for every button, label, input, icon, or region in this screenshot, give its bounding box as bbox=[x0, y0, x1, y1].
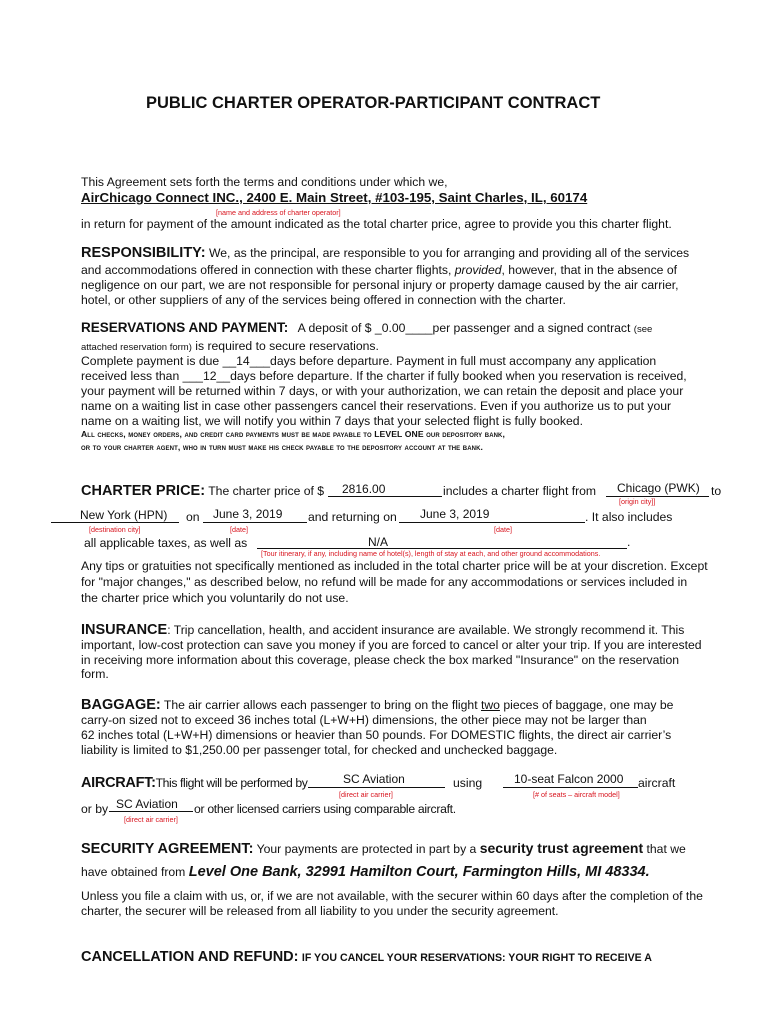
destination-city: New York (HPN) bbox=[80, 508, 168, 522]
reservations-line: name on a waiting list, we will notify you within 7 days that your selected flight is fully booked. bbox=[81, 414, 583, 428]
operator-caption: [name and address of charter operator] bbox=[216, 208, 341, 217]
insurance-line: in receiving more information about this coverage, please check the box marked "Insurance" on the reservation bbox=[81, 653, 680, 667]
insurance-heading: INSURANCE bbox=[81, 622, 168, 638]
date-caption: [date] bbox=[494, 525, 512, 534]
baggage-line: 62 inches total (L+W+H) dimensions or heavier than 50 pounds. For DOMESTIC flights, the direct air carrier’s bbox=[81, 728, 672, 742]
baggage-heading: BAGGAGE: bbox=[81, 697, 161, 713]
alternate-carrier-caption: [direct air carrier] bbox=[124, 815, 178, 824]
payment-notice-line: or to your charter agent, who in turn must make his check payable to the depository account at the bank. bbox=[81, 442, 483, 452]
responsibility-line: RESPONSIBILITY: We, as the principal, are responsible to you for arranging and providing all of the services bbox=[81, 245, 690, 261]
reservations-heading: RESERVATIONS AND PAYMENT: bbox=[81, 320, 289, 335]
model-caption: [# of seats – aircraft model] bbox=[533, 790, 620, 799]
charter-price-value: 2816.00 bbox=[342, 482, 386, 496]
reservations-line: received less than ___12__days before departure. If the charter if fully booked when you reservation is received, bbox=[81, 369, 687, 383]
responsibility-line: hotel, or other suppliers of any of the services being offered in connection with the charter. bbox=[81, 293, 566, 307]
security-line: charter, the securer will be released from all liability to you under the security agreement. bbox=[81, 904, 559, 918]
reservations-line: Complete payment is due __14___days before departure. Payment in full must accompany any application bbox=[81, 354, 657, 368]
charter-price-line: CHARTER PRICE: The charter price of $ bbox=[81, 483, 325, 499]
cancellation-line: CANCELLATION AND REFUND: IF YOU CANCEL YOUR RESERVATIONS: YOUR RIGHT TO RECEIVE A bbox=[81, 949, 652, 965]
charter-price-paragraph: the charter price which you voluntarily do not use. bbox=[81, 591, 349, 605]
baggage-pieces: two bbox=[480, 698, 500, 712]
due-days: 14 bbox=[236, 354, 250, 368]
reservations-line: attached reservation form) is required to secure reservations. bbox=[81, 339, 379, 353]
responsibility-heading: RESPONSIBILITY: bbox=[81, 245, 206, 261]
intro-line: This Agreement sets forth the terms and conditions under which we, bbox=[81, 175, 448, 189]
alternate-carrier: SC Aviation bbox=[116, 797, 178, 811]
deposit-value: 0.00 bbox=[381, 321, 406, 335]
page-title: PUBLIC CHARTER OPERATOR-PARTICIPANT CONTRACT bbox=[146, 94, 601, 112]
responsibility-line: and accommodations offered in connection with these charter flights, provided, however, that in the absence of bbox=[81, 263, 677, 277]
tour-caption: [Tour itinerary, if any, including name of hotel(s), length of stay at each, and other ground accommodations. bbox=[261, 549, 601, 558]
tour-extras: N/A bbox=[368, 535, 389, 549]
aircraft-model: 10-seat Falcon 2000 bbox=[514, 772, 624, 786]
intro-line: in return for payment of the amount indicated as the total charter price, agree to provide you this charter flight. bbox=[81, 217, 672, 231]
reservations-line: your payment will be returned within 7 days, or with your authorization, we can retain the deposit and place your bbox=[81, 384, 684, 398]
less-days: 12 bbox=[202, 369, 217, 383]
security-trust-agreement: security trust agreement bbox=[479, 840, 644, 856]
security-heading: SECURITY AGREEMENT: bbox=[81, 841, 254, 857]
direct-air-carrier: SC Aviation bbox=[343, 772, 405, 786]
payment-notice-line: All checks, money orders, and credit card payments must be made payable to LEVEL ONE our depository bank, bbox=[81, 429, 505, 439]
cancellation-heading: CANCELLATION AND REFUND: bbox=[81, 949, 299, 965]
baggage-line: carry-on sized not to exceed 36 inches total (L+W+H) dimensions, the other piece may not be larger than bbox=[81, 713, 647, 727]
baggage-line: liability is limited to $1,250.00 per passenger total, for checked and unchecked baggage. bbox=[81, 743, 558, 757]
origin-caption: [origin city]] bbox=[619, 497, 656, 506]
date-caption: [date] bbox=[230, 525, 248, 534]
insurance-line: INSURANCE: Trip cancellation, health, and accident insurance are available. We strongly recommend it. This bbox=[81, 622, 685, 638]
aircraft-heading: AIRCRAFT: bbox=[81, 775, 156, 791]
depository-bank: Level One Bank, 32991 Hamilton Court, Farmington Hills, MI 48334. bbox=[188, 864, 650, 880]
origin-city: Chicago (PWK) bbox=[617, 481, 700, 495]
reservations-line: name on a waiting list in case other passengers cancel their reservations. Even if you authorize us to put your bbox=[81, 399, 672, 413]
charter-price-heading: CHARTER PRICE: bbox=[81, 483, 206, 499]
operator-name-address: AirChicago Connect INC., 2400 E. Main Street, #103-195, Saint Charles, IL, 60174 bbox=[81, 190, 588, 205]
reservations-line: RESERVATIONS AND PAYMENT: A deposit of $ _0.00____per passenger and a signed contract (see bbox=[81, 320, 653, 335]
departure-date: June 3, 2019 bbox=[213, 507, 283, 521]
security-line: Unless you file a claim with us, or, if we are not available, with the securer within 60 days after the completion of the bbox=[81, 889, 703, 903]
baggage-line: BAGGAGE: The air carrier allows each passenger to bring on the flight two pieces of baggage, one may be bbox=[81, 697, 674, 713]
insurance-line: important, low-cost protection can save you money if you are forced to cancel or alter your trip. If you are interested bbox=[81, 638, 702, 652]
destination-caption: [destination city] bbox=[89, 525, 141, 534]
security-line: have obtained from Level One Bank, 32991 Hamilton Court, Farmington Hills, MI 48334. bbox=[81, 864, 650, 880]
responsibility-line: negligence on our part, we are not responsible for personal injury or property damage caused by the air carrier, bbox=[81, 278, 679, 292]
security-line: SECURITY AGREEMENT: Your payments are protected in part by a security trust agreement that we bbox=[81, 840, 686, 857]
charter-price-paragraph: Any tips or gratuities not specifically mentioned as included in the total charter price will be at your discretion. Except bbox=[81, 559, 708, 573]
carrier-caption: [direct air carrier] bbox=[339, 790, 393, 799]
aircraft-line: AIRCRAFT:This flight will be performed by bbox=[81, 775, 308, 791]
return-date: June 3, 2019 bbox=[420, 507, 490, 521]
insurance-line: form. bbox=[81, 667, 109, 681]
charter-price-paragraph: for "major changes," as described below, no refund will be made for any accommodations or services included in bbox=[81, 575, 688, 589]
